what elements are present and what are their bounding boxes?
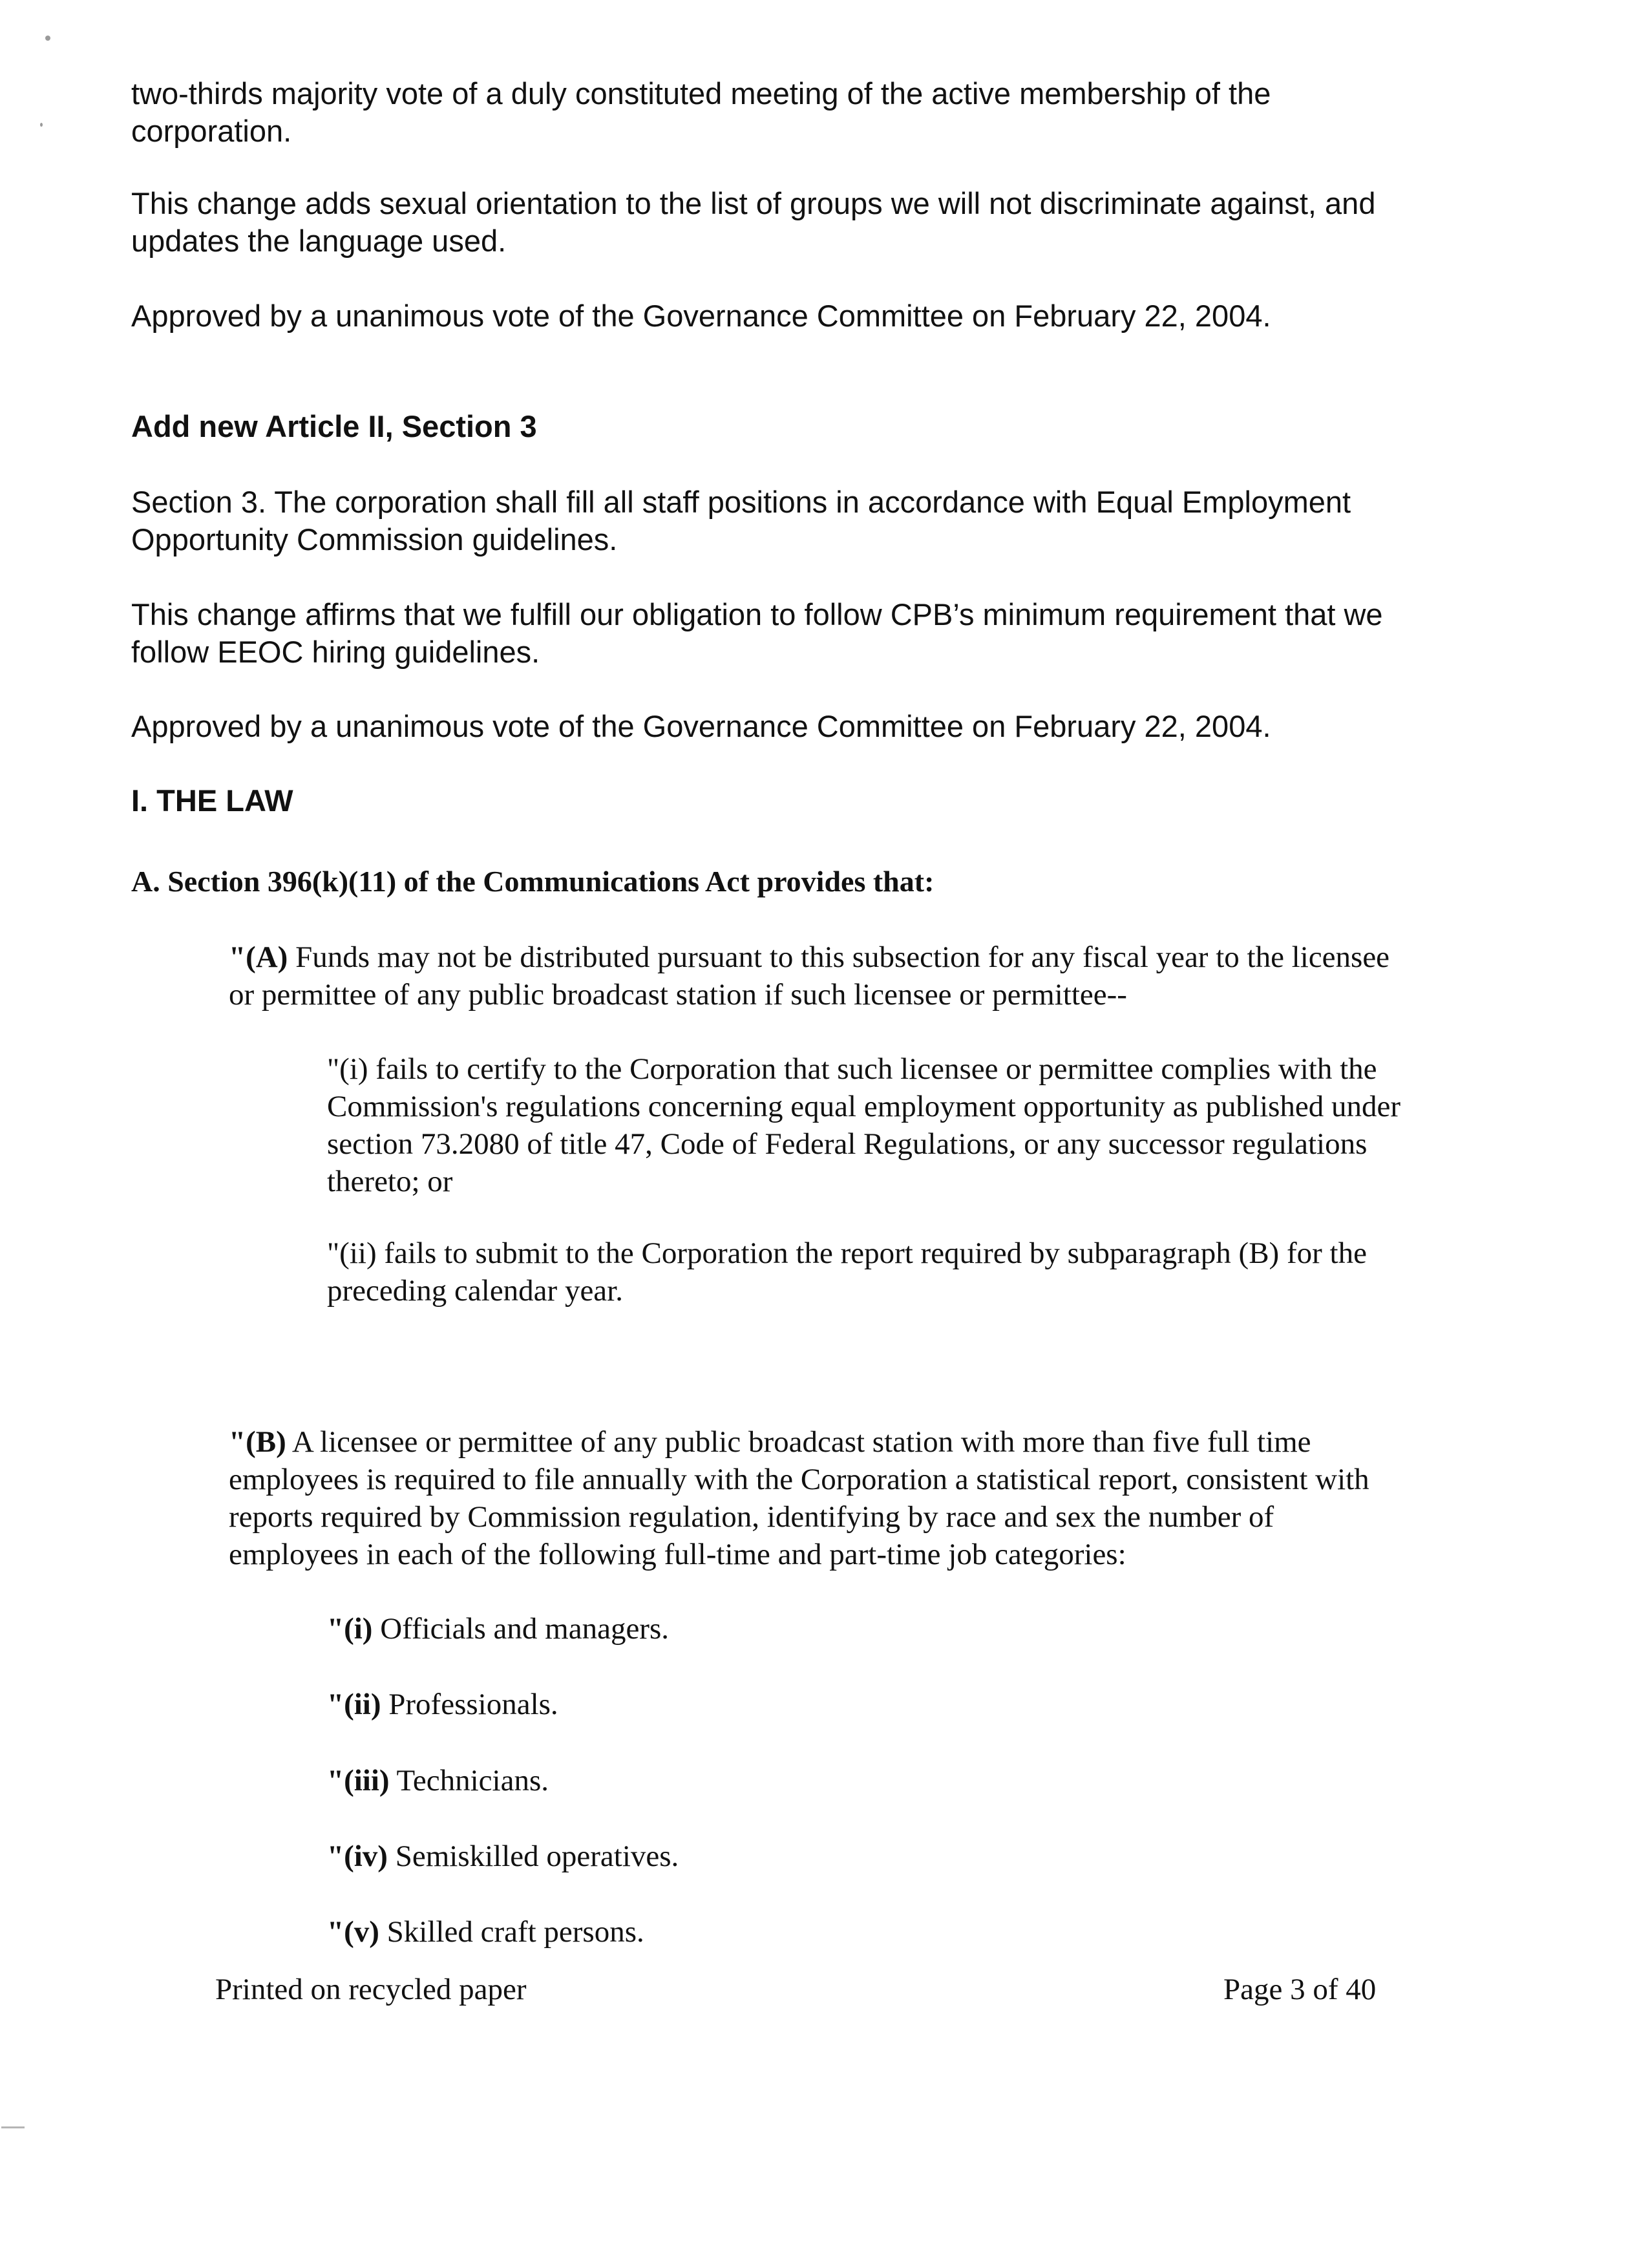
section-3-line-1: Section 3. The corporation shall fill all staff positions in accordance with Equal Employment — [131, 485, 1351, 519]
law-heading: I. THE LAW — [131, 783, 293, 818]
approval-note-1: Approved by a unanimous vote of the Governance Committee on February 22, 2004. — [131, 299, 1271, 333]
change-note-1-line-2: updates the language used. — [131, 224, 507, 258]
clause-a-ii-line-2: preceding calendar year. — [327, 1274, 623, 1308]
preamble-paragraph — [131, 75, 1271, 150]
category-label: "(ii) — [327, 1688, 381, 1721]
category-label: "(iv) — [327, 1839, 388, 1873]
change-note-2-line-2: follow EEOC hiring guidelines. — [131, 635, 540, 669]
clause-a-ii — [327, 1235, 1367, 1309]
clause-b-line-2: employees is required to file annually with the Corporation a statistical report, consistent with — [229, 1463, 1369, 1496]
category-item — [327, 1838, 679, 1875]
footer-recycled-note: Printed on recycled paper — [215, 1973, 527, 2006]
category-item — [327, 1913, 644, 1951]
change-note-2 — [131, 596, 1383, 671]
clause-b-line-4: employees in each of the following full-time and part-time job categories: — [229, 1538, 1126, 1571]
clause-a-line-1 — [229, 938, 1389, 976]
change-note-1 — [131, 185, 1375, 260]
clause-a-i-line-2: Commission's regulations concerning equal employment opportunity as published under — [327, 1090, 1401, 1123]
clause-b — [229, 1423, 1369, 1573]
clause-a-text-1: Funds may not be distributed pursuant to this subsection for any fiscal year to the licensee — [288, 940, 1390, 974]
category-label: "(iii) — [327, 1764, 390, 1797]
category-text: Professionals. — [381, 1688, 558, 1721]
clause-b-label: "(B) — [229, 1425, 286, 1459]
preamble-line-1: two-thirds majority vote of a duly constituted meeting of the active membership of the — [131, 76, 1271, 111]
clause-a — [229, 938, 1389, 1013]
clause-a-label: "(A) — [229, 940, 288, 974]
section-3-paragraph — [131, 483, 1351, 558]
change-note-2-line-1: This change affirms that we fulfill our obligation to follow CPB’s minimum requirement that we — [131, 597, 1383, 631]
category-item — [327, 1610, 669, 1648]
clause-a-i-line-3: section 73.2080 of title 47, Code of Federal Regulations, or any successor regulations — [327, 1127, 1368, 1161]
clause-b-line-1 — [229, 1423, 1369, 1461]
section-3-line-2: Opportunity Commission guidelines. — [131, 522, 618, 556]
clause-a-ii-line-1: "(ii) fails to submit to the Corporation the report required by subparagraph (B) for the — [327, 1236, 1367, 1270]
category-text: Skilled craft persons. — [379, 1915, 644, 1949]
clause-b-line-3: reports required by Commission regulation, identifying by race and sex the number of — [229, 1500, 1274, 1534]
clause-b-text-1: A licensee or permittee of any public broadcast station with more than five full time — [286, 1425, 1311, 1459]
scan-speck — [45, 36, 50, 41]
category-label: "(v) — [327, 1915, 379, 1949]
clause-a-i-line-4: thereto; or — [327, 1165, 453, 1198]
clause-a-line-2: or permittee of any public broadcast station if such licensee or permittee-- — [229, 978, 1127, 1012]
footer-page-number: Page 3 of 40 — [1223, 1973, 1377, 2006]
act-heading: A. Section 396(k)(11) of the Communications Act provides that: — [131, 865, 935, 898]
preamble-line-2: corporation. — [131, 114, 292, 148]
scan-speck — [40, 123, 43, 127]
category-text: Officials and managers. — [372, 1612, 669, 1646]
article-heading: Add new Article II, Section 3 — [131, 409, 537, 443]
change-note-1-line-1: This change adds sexual orientation to the list of groups we will not discriminate against, and — [131, 186, 1376, 220]
clause-a-i — [327, 1050, 1400, 1200]
scan-speck — [1, 2126, 25, 2128]
category-text: Semiskilled operatives. — [387, 1839, 679, 1873]
category-text: Technicians. — [389, 1764, 549, 1797]
category-label: "(i) — [327, 1612, 373, 1646]
approval-note-2: Approved by a unanimous vote of the Governance Committee on February 22, 2004. — [131, 709, 1271, 743]
clause-a-i-line-1: "(i) fails to certify to the Corporation that such licensee or permittee complies with the — [327, 1052, 1377, 1086]
category-item — [327, 1686, 558, 1723]
category-item — [327, 1762, 549, 1799]
